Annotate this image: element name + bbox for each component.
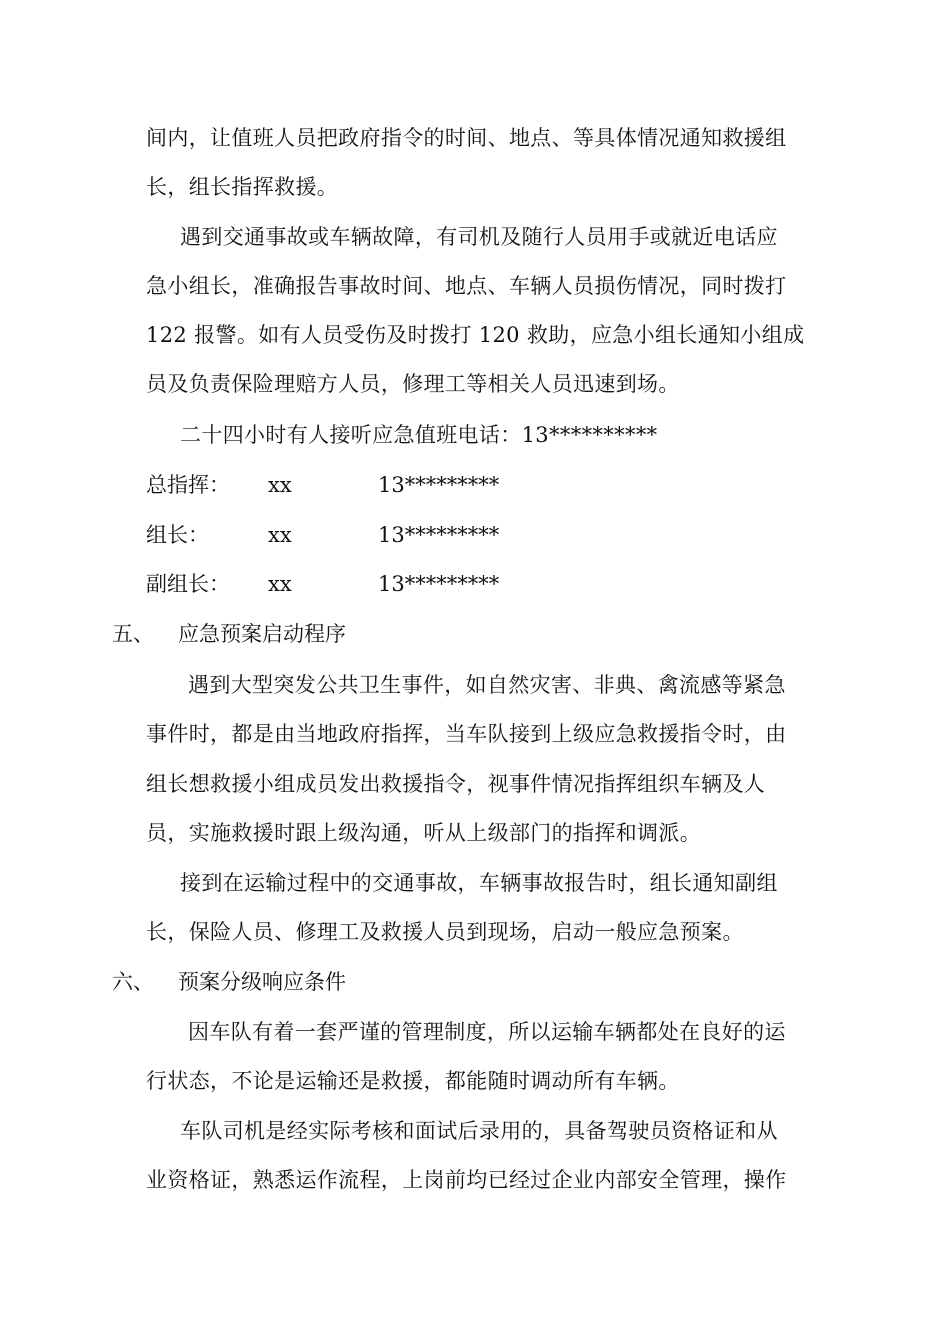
body-line: 行状态，不论是运输还是救援，都能随时调动所有车辆。 xyxy=(146,1069,680,1093)
contact-role: 总指挥： xyxy=(146,473,230,497)
body-line: 急小组长，准确报告事故时间、地点、车辆人员损伤情况，同时拨打 xyxy=(146,274,787,298)
body-line: 长，组长指挥救援。 xyxy=(146,175,339,199)
contact-role: 组长： xyxy=(146,523,209,547)
contact-name: xx xyxy=(268,572,292,596)
body-line: 员及负责保险理赔方人员，修理工等相关人员迅速到场。 xyxy=(146,372,680,396)
body-line: 因车队有着一套严谨的管理制度，所以运输车辆都处在良好的运 xyxy=(188,1020,786,1044)
section-title: 预案分级响应条件 xyxy=(178,970,346,994)
body-line: 长，保险人员、修理工及救援人员到现场，启动一般应急预案。 xyxy=(146,920,744,944)
body-line: 车队司机是经实际考核和面试后录用的，具备驾驶员资格证和从 xyxy=(180,1119,778,1143)
body-line: 遇到交通事故或车辆故障，有司机及随行人员用手或就近电话应 xyxy=(180,225,778,249)
contact-phone: 13********* xyxy=(378,473,500,497)
body-line: 间内，让值班人员把政府指令的时间、地点、等具体情况通知救援组 xyxy=(146,126,787,150)
section-title: 应急预案启动程序 xyxy=(178,622,346,646)
section-number: 五、 xyxy=(112,622,154,646)
contact-phone: 13********* xyxy=(378,572,500,596)
section-number: 六、 xyxy=(112,970,154,994)
body-line: 业资格证，熟悉运作流程，上岗前均已经过企业内部安全管理，操作 xyxy=(146,1168,787,1192)
hotline-line: 二十四小时有人接听应急值班电话：13********** xyxy=(180,423,658,447)
body-line: 遇到大型突发公共卫生事件，如自然灾害、非典、禽流感等紧急 xyxy=(188,673,786,697)
body-line: 122 报警。如有人员受伤及时拨打 120 救助，应急小组长通知小组成 xyxy=(146,323,805,347)
contact-phone: 13********* xyxy=(378,523,500,547)
contact-name: xx xyxy=(268,523,292,547)
body-line: 接到在运输过程中的交通事故，车辆事故报告时，组长通知副组 xyxy=(180,871,778,895)
body-line: 事件时，都是由当地政府指挥，当车队接到上级应急救援指令时，由 xyxy=(146,722,787,746)
contact-name: xx xyxy=(268,473,292,497)
body-line: 员，实施救援时跟上级沟通，听从上级部门的指挥和调派。 xyxy=(146,821,702,845)
contact-role: 副组长： xyxy=(146,572,230,596)
body-line: 组长想救援小组成员发出救援指令，视事件情况指挥组织车辆及人 xyxy=(146,772,766,796)
